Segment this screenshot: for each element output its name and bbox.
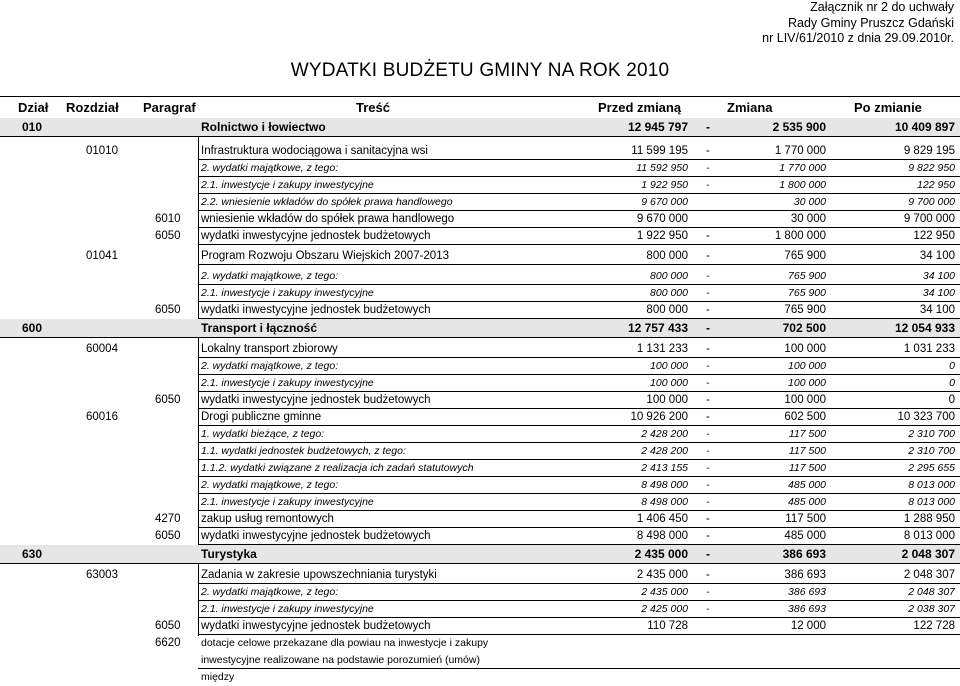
cell-zmiana: 117 500 <box>788 445 826 457</box>
cell-dash: - <box>706 250 710 262</box>
cell-zmiana: 765 900 <box>788 270 826 282</box>
annex-line: Załącznik nr 2 do uchwały <box>810 0 954 14</box>
cell-tresc: 2. wydatki majątkowe, z tego: <box>201 479 339 491</box>
cell-zmiana: 1 770 000 <box>779 162 826 174</box>
cell-przed: 8 498 000 <box>636 530 688 542</box>
cell-po: 2 048 307 <box>908 586 955 598</box>
cell-po: 10 323 700 <box>897 411 955 423</box>
cell-zmiana: 485 000 <box>784 530 826 542</box>
cell-tresc: 2.1. inwestycje i zakupy inwestycyjne <box>201 496 374 508</box>
cell-przed: 11 592 950 <box>636 162 688 174</box>
cell-zmiana: 1 800 000 <box>779 179 826 191</box>
table-row <box>0 358 960 375</box>
cell-paragraf: 6050 <box>155 394 181 406</box>
table-row <box>0 375 960 392</box>
table-row <box>0 584 960 601</box>
cell-tresc: 2. wydatki majątkowe, z tego: <box>201 360 339 372</box>
table-row <box>0 268 960 285</box>
table-row <box>0 635 960 683</box>
cell-przed: 800 000 <box>646 250 688 262</box>
cell-po: 2 048 307 <box>901 547 955 561</box>
cell-przed: 2 435 000 <box>634 547 688 561</box>
annex-note <box>704 0 954 47</box>
cell-po: 12 054 933 <box>894 321 955 335</box>
cell-przed: 800 000 <box>646 304 688 316</box>
cell-tresc: wydatki inwestycyjne jednostek budżetowych <box>201 230 431 242</box>
cell-dash: - <box>706 547 710 561</box>
cell-zmiana: 386 693 <box>784 569 826 581</box>
cell-dash: - <box>706 360 710 372</box>
cell-przed: 110 728 <box>647 620 688 632</box>
cell-po: 10 409 897 <box>894 120 955 134</box>
cell-przed: 10 926 200 <box>630 411 688 423</box>
cell-dzial: 010 <box>22 120 43 134</box>
cell-po: 2 310 700 <box>908 445 955 457</box>
cell-po: 9 700 000 <box>903 213 955 225</box>
cell-tresc: 2.1. inwestycje i zakupy inwestycyjne <box>201 377 374 389</box>
cell-rozdzial: 01010 <box>86 145 118 157</box>
cell-po: 0 <box>949 377 955 389</box>
cell-paragraf: 6050 <box>155 620 181 632</box>
table-row <box>0 477 960 494</box>
header-paragraf: Paragraf <box>143 100 196 115</box>
cell-po: 122 728 <box>913 620 955 632</box>
cell-po: 0 <box>949 360 955 372</box>
cell-dash: - <box>706 411 710 423</box>
cell-po: 8 013 000 <box>908 496 955 508</box>
cell-zmiana: 100 000 <box>784 343 826 355</box>
cell-po: 1 288 950 <box>903 513 955 525</box>
table-row <box>0 143 960 160</box>
cell-zmiana: 100 000 <box>784 394 826 406</box>
cell-przed: 8 498 000 <box>641 479 688 491</box>
cell-przed: 11 599 195 <box>631 145 688 157</box>
cell-tresc: 2. wydatki majątkowe, z tego: <box>201 162 339 174</box>
cell-dash: - <box>706 569 710 581</box>
cell-przed: 800 000 <box>650 287 688 299</box>
cell-tresc: Program Rozwoju Obszaru Wiejskich 2007-2013 <box>201 250 449 262</box>
table-row <box>0 511 960 528</box>
cell-dash: - <box>706 394 710 406</box>
cell-dash: - <box>706 377 710 389</box>
cell-zmiana: 2 535 900 <box>772 120 826 134</box>
cell-przed: 12 945 797 <box>627 120 688 134</box>
cell-zmiana: 386 693 <box>782 547 826 561</box>
table-row <box>0 601 960 618</box>
cell-po: 34 100 <box>919 250 955 262</box>
table-row <box>0 426 960 443</box>
cell-po: 0 <box>948 394 955 406</box>
cell-tresc: wydatki inwestycyjne jednostek budżetowych <box>201 394 431 406</box>
cell-zmiana: 602 500 <box>784 411 826 423</box>
table-row <box>0 341 960 358</box>
cell-rozdzial: 60016 <box>86 411 118 423</box>
cell-zmiana: 12 000 <box>790 620 826 632</box>
cell-po: 9 822 950 <box>908 162 955 174</box>
cell-zmiana: 117 500 <box>785 513 826 525</box>
cell-paragraf: 4270 <box>155 513 181 525</box>
cell-tresc: 2.1. inwestycje i zakupy inwestycyjne <box>201 603 374 615</box>
cell-przed: 100 000 <box>650 377 688 389</box>
cell-po: 9 829 195 <box>903 145 955 157</box>
cell-dzial: 630 <box>22 547 43 561</box>
cell-po: 8 013 000 <box>908 479 955 491</box>
cell-tresc: 2.1. inwestycje i zakupy inwestycyjne <box>201 287 374 299</box>
cell-dash: - <box>706 120 710 134</box>
cell-przed: 9 670 000 <box>641 196 688 208</box>
cell-tresc: Infrastruktura wodociągowa i sanitacyjna wsi <box>201 145 428 157</box>
annex-line: Rady Gminy Pruszcz Gdański <box>787 15 954 30</box>
cell-tresc: Zadania w zakresie upowszechniania turystyki <box>201 569 437 581</box>
cell-po: 2 038 307 <box>908 603 955 615</box>
cell-zmiana: 100 000 <box>788 377 826 389</box>
cell-tresc: wydatki inwestycyjne jednostek budżetowych <box>201 530 431 542</box>
header-przed: Przed zmianą <box>598 100 682 115</box>
cell-zmiana: 100 000 <box>788 360 826 372</box>
cell-paragraf: 6010 <box>155 213 181 225</box>
cell-tresc: Drogi publiczne gminne <box>201 411 322 423</box>
cell-tresc: 2.2. wniesienie wkładów do spółek prawa handlowego <box>201 196 453 208</box>
cell-po: 2 048 307 <box>903 569 955 581</box>
cell-zmiana: 30 000 <box>793 196 826 208</box>
cell-przed: 100 000 <box>646 394 688 406</box>
cell-tresc: zakup usług remontowych <box>201 513 334 525</box>
table-row <box>0 285 960 302</box>
cell-tresc: 2. wydatki majątkowe, z tego: <box>201 586 339 598</box>
cell-zmiana: 485 000 <box>788 479 826 491</box>
row-divider <box>198 668 960 669</box>
cell-dash: - <box>706 603 710 615</box>
cell-zmiana: 702 500 <box>782 321 826 335</box>
cell-zmiana: 117 500 <box>788 462 826 474</box>
cell-przed: 1 131 233 <box>636 343 688 355</box>
cell-dash: - <box>706 586 710 598</box>
cell-przed: 1 922 950 <box>641 179 688 191</box>
cell-dash: - <box>706 445 710 457</box>
cell-tresc: Rolnictwo i łowiectwo <box>201 120 326 134</box>
table-row <box>0 177 960 194</box>
table-row <box>0 302 960 319</box>
cell-paragraf: 6050 <box>155 304 181 316</box>
cell-zmiana: 765 900 <box>784 250 826 262</box>
cell-paragraf: 6620 <box>155 637 181 649</box>
cell-dash: - <box>706 287 710 299</box>
table-header <box>0 96 960 120</box>
cell-przed: 9 670 000 <box>636 213 688 225</box>
cell-rozdzial: 63003 <box>86 569 118 581</box>
cell-przed: 2 435 000 <box>636 569 688 581</box>
cell-przed: 2 428 200 <box>641 445 688 457</box>
cell-przed: 2 428 200 <box>641 428 688 440</box>
table-row <box>0 528 960 545</box>
cell-po: 8 013 000 <box>903 530 955 542</box>
cell-dash: - <box>706 162 710 174</box>
header-tresc: Treść <box>356 100 390 115</box>
cell-przed: 1 406 450 <box>636 513 688 525</box>
cell-po: 34 100 <box>922 270 955 282</box>
cell-zmiana: 765 900 <box>788 287 826 299</box>
cell-tresc: Turystyka <box>201 547 257 561</box>
cell-przed: 8 498 000 <box>641 496 688 508</box>
table-row <box>0 460 960 477</box>
cell-dash: - <box>706 321 710 335</box>
cell-tresc: dotacje celowe przekazane dla powiau na inwestycje i zakupy inwestycyjne realizowane na podstawie porozumień (umów) między <box>201 637 489 683</box>
cell-tresc: 1.1. wydatki jednostek budżetowych, z tego: <box>201 445 406 457</box>
cell-tresc: Transport i łączność <box>201 321 318 335</box>
cell-przed: 100 000 <box>650 360 688 372</box>
cell-zmiana: 117 500 <box>788 428 826 440</box>
cell-paragraf: 6050 <box>155 230 181 242</box>
cell-tresc: 1. wydatki bieżące, z tego: <box>201 428 325 440</box>
cell-zmiana: 1 800 000 <box>774 230 826 242</box>
header-rozdzial: Rozdział <box>66 100 119 115</box>
table-row <box>0 160 960 177</box>
cell-dash: - <box>706 145 710 157</box>
cell-tresc: wydatki inwestycyjne jednostek budżetowych <box>201 304 431 316</box>
budget-table <box>0 118 960 683</box>
cell-dash: - <box>706 270 710 282</box>
cell-dash: - <box>706 230 710 242</box>
section-row <box>0 319 960 338</box>
cell-zmiana: 1 770 000 <box>774 145 826 157</box>
table-row <box>0 494 960 511</box>
cell-dash: - <box>706 428 710 440</box>
header-dzial: Dział <box>18 100 49 115</box>
cell-rozdzial: 01041 <box>86 250 118 262</box>
cell-przed: 2 435 000 <box>641 586 688 598</box>
cell-przed: 800 000 <box>650 270 688 282</box>
header-zmiana: Zmiana <box>727 100 773 115</box>
table-row <box>0 211 960 228</box>
table-row <box>0 618 960 635</box>
cell-dash: - <box>706 462 710 474</box>
table-row <box>0 248 960 265</box>
cell-dzial: 600 <box>22 321 43 335</box>
table-row <box>0 392 960 409</box>
cell-dash: - <box>706 530 710 542</box>
annex-line: nr LIV/61/2010 z dnia 29.09.2010r. <box>762 31 954 45</box>
cell-przed: 2 425 000 <box>641 603 688 615</box>
cell-tresc: wydatki inwestycyjne jednostek budżetowych <box>201 620 431 632</box>
cell-dash: - <box>706 343 710 355</box>
table-row <box>0 194 960 211</box>
cell-tresc: 2.1. inwestycje i zakupy inwestycyjne <box>201 179 374 191</box>
section-row <box>0 118 960 137</box>
cell-tresc: 2. wydatki majątkowe, z tego: <box>201 270 339 282</box>
cell-dash: - <box>706 496 710 508</box>
cell-po: 1 031 233 <box>903 343 955 355</box>
cell-zmiana: 30 000 <box>790 213 826 225</box>
cell-przed: 12 757 433 <box>627 321 688 335</box>
cell-po: 34 100 <box>919 304 955 316</box>
table-row <box>0 443 960 460</box>
cell-dash: - <box>706 513 710 525</box>
document-title: WYDATKI BUDŻETU GMINY NA ROK 2010 <box>290 60 670 81</box>
cell-po: 122 950 <box>913 230 955 242</box>
cell-zmiana: 386 693 <box>788 603 826 615</box>
cell-dash: - <box>706 179 710 191</box>
cell-paragraf: 6050 <box>155 530 181 542</box>
table-row <box>0 567 960 584</box>
cell-po: 34 100 <box>922 287 955 299</box>
table-row <box>0 228 960 245</box>
cell-dash: - <box>706 304 710 316</box>
cell-po: 122 950 <box>917 179 955 191</box>
cell-zmiana: 765 900 <box>784 304 826 316</box>
cell-po: 2 295 655 <box>908 462 955 474</box>
cell-po: 9 700 000 <box>908 196 955 208</box>
cell-przed: 1 922 950 <box>636 230 688 242</box>
cell-po: 2 310 700 <box>908 428 955 440</box>
cell-tresc: Lokalny transport zbiorowy <box>201 343 338 355</box>
cell-tresc: wniesienie wkładów do spółek prawa handlowego <box>201 213 455 225</box>
cell-tresc: 1.1.2. wydatki związane z realizacja ich zadań statutowych <box>201 462 474 474</box>
cell-zmiana: 485 000 <box>788 496 826 508</box>
section-row <box>0 545 960 564</box>
header-po: Po zmianie <box>854 100 922 115</box>
cell-rozdzial: 60004 <box>86 343 118 355</box>
cell-dash: - <box>706 479 710 491</box>
table-row <box>0 409 960 426</box>
cell-przed: 2 413 155 <box>641 462 688 474</box>
cell-zmiana: 386 693 <box>788 586 826 598</box>
